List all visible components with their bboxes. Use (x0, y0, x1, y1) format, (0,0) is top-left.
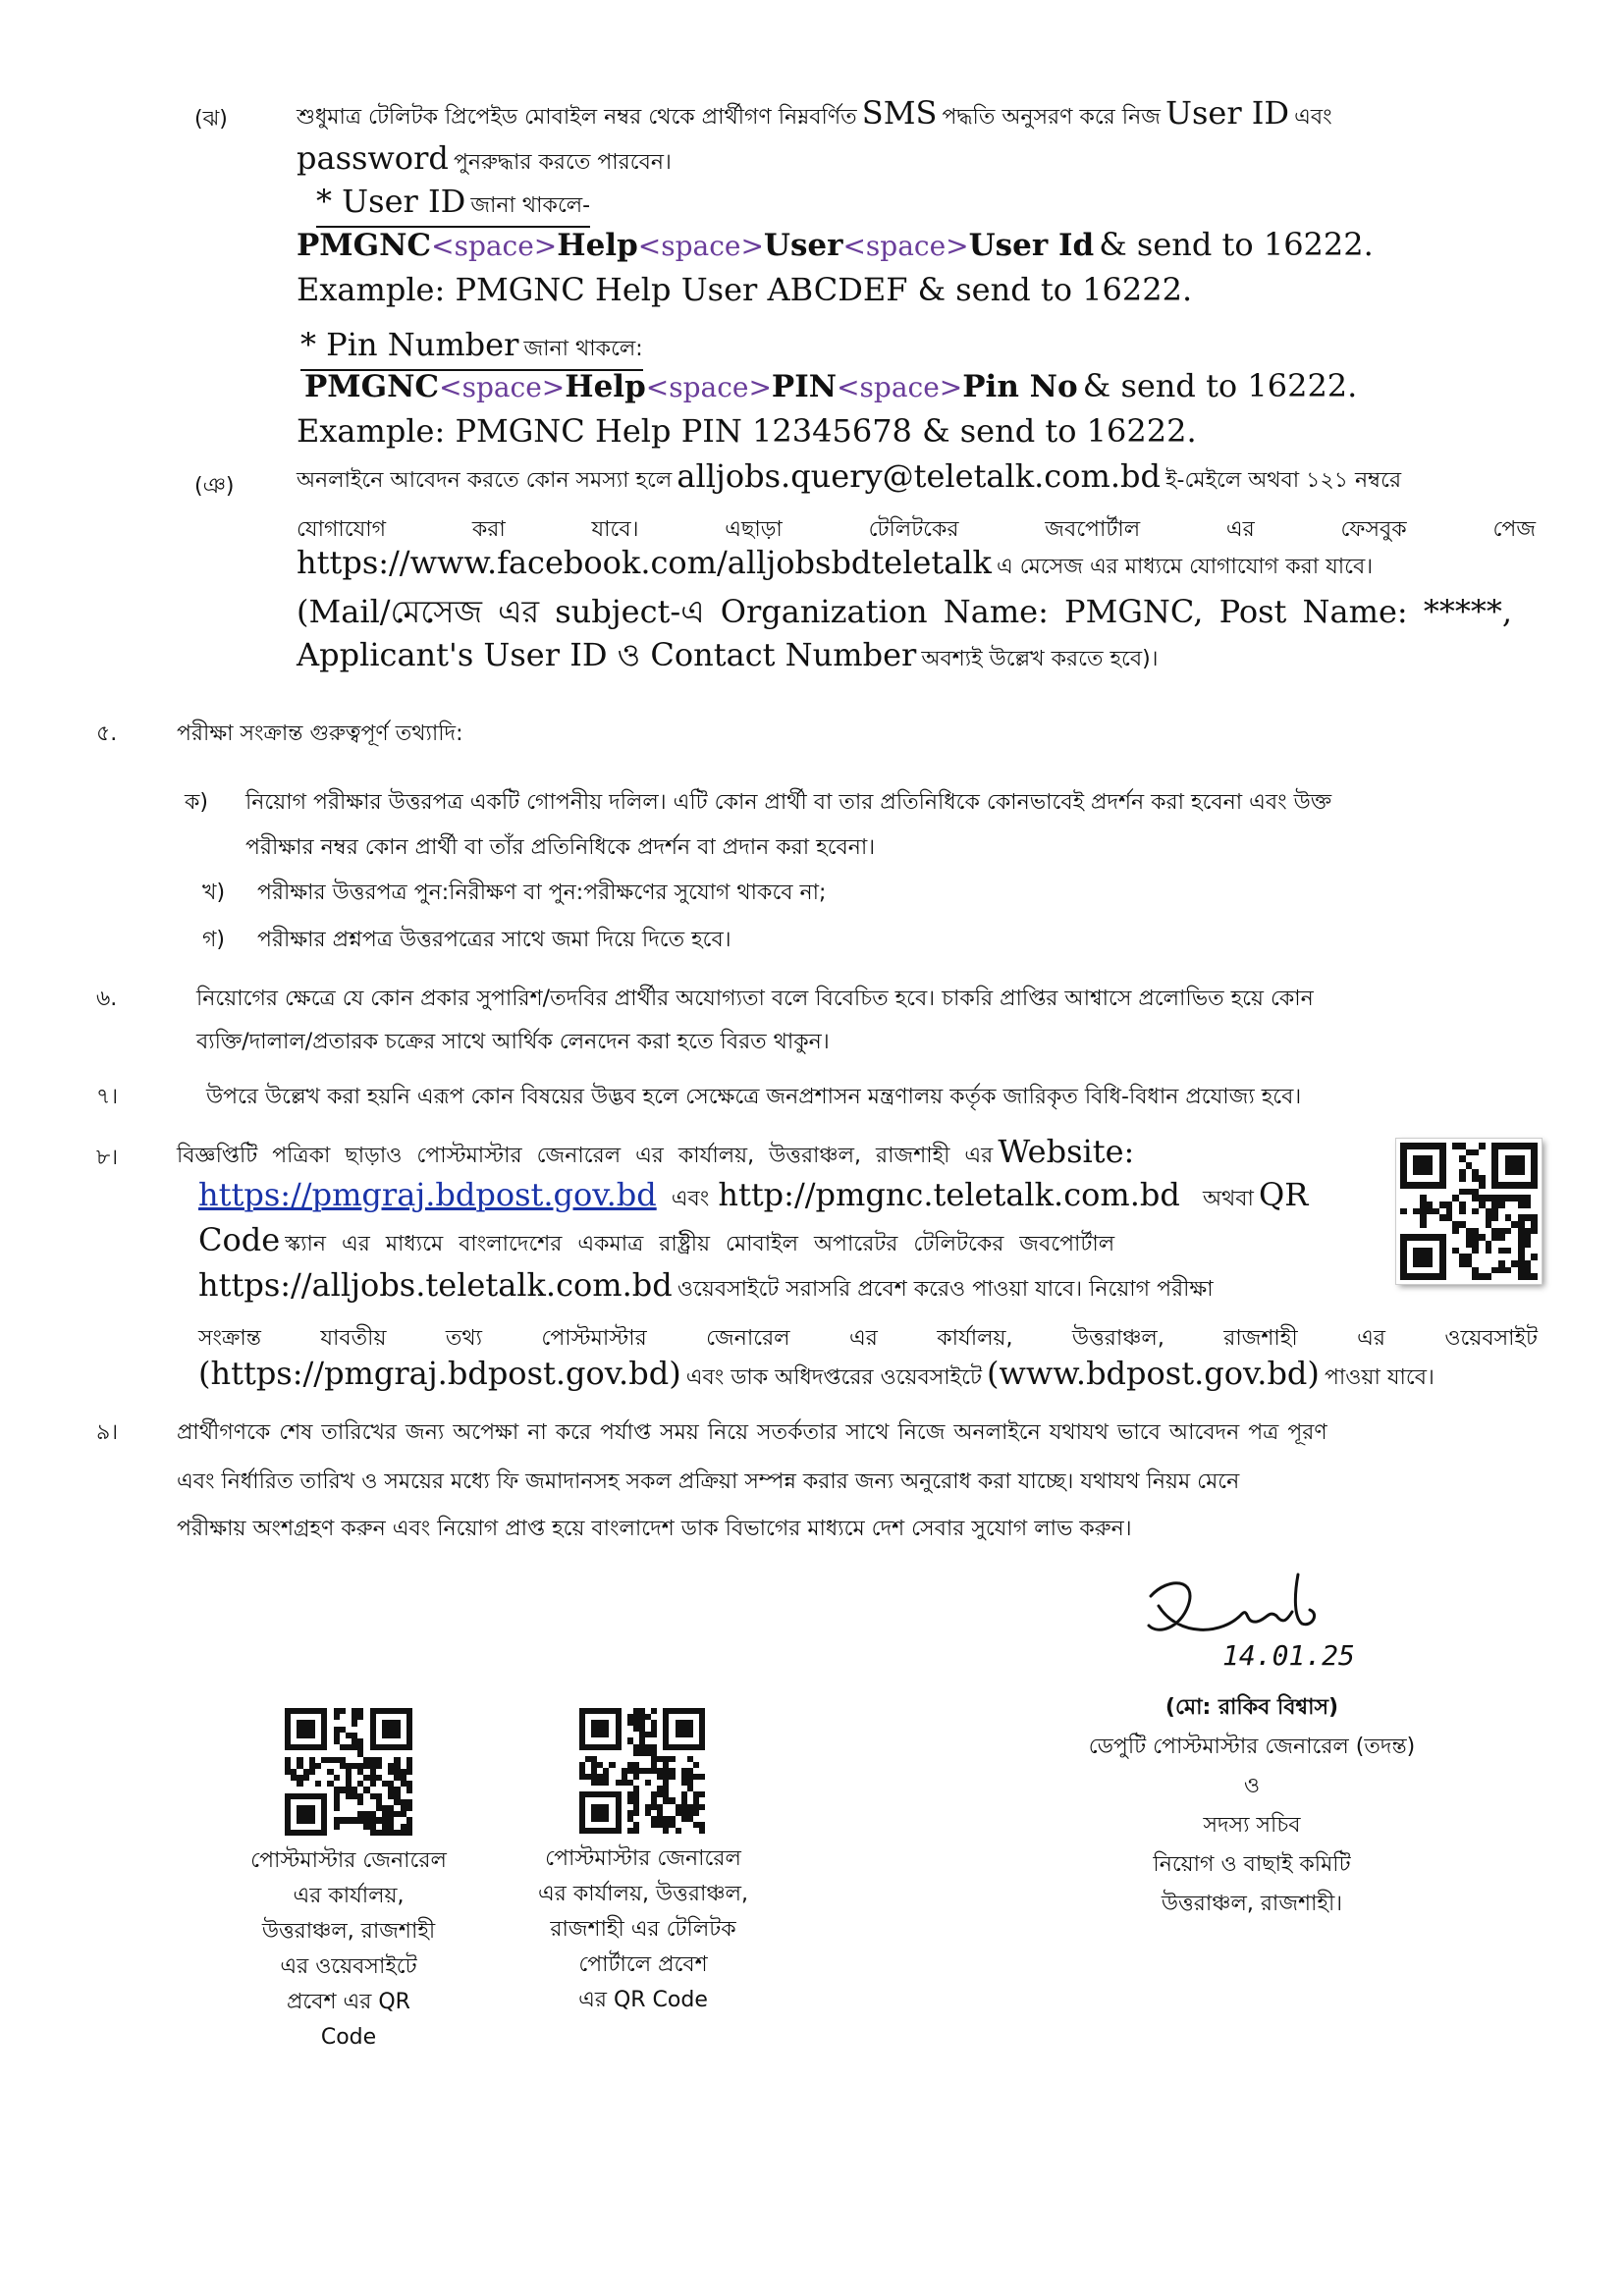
sms-command-user-id: PMGNC<space>Help<space>User<space>User Id & send to 16222. (297, 226, 1374, 263)
qr-left-caption-line: এর ওয়েবসাইটে (280, 1954, 417, 1979)
jha-line-2: password পুনরুদ্ধার করতে পারবেন। (297, 139, 672, 177)
item-ga-label: গ) (202, 928, 226, 952)
handwritten-signature (1129, 1567, 1384, 1675)
signatory-name: (মো: রাকিব বিশ্বাস) (1164, 1695, 1339, 1720)
nya-line-2-word: যাবে। (591, 517, 639, 542)
nya-line-2-word: করা (471, 517, 506, 542)
item-ka-line-1: নিয়োগ পরীক্ষার উত্তরপত্র একটি গোপনীয় দলিল। এটি কোন প্রার্থী বা তার প্রতিনিধিকে কোনভাবেই প্রদর্শন করা হবেনা এবং উক্ত (245, 790, 1332, 815)
section-6-line-1: নিয়োগের ক্ষেত্রে যে কোন প্রকার সুপারিশ/তদবির প্রার্থীর অযোগ্যতা বলে বিবেচিত হবে। চাকরি প্রাপ্তির আশ্বাসে প্রলোভিত হয়ে কোন (196, 987, 1314, 1011)
section-7-number: ৭। (96, 1085, 119, 1109)
section-8-line-4: https://alljobs.teletalk.com.bd ওয়েবসাইটে সরাসরি প্রবেশ করেও পাওয়া যাবে। নিয়োগ পরীক্ষা (198, 1266, 1214, 1304)
section-6-line-2: ব্যক্তি/দালাল/প্রতারক চক্রের সাথে আর্থিক লেনদেন করা হতে বিরত থাকুন। (196, 1030, 830, 1054)
nya-line-2-word: জবপোর্টাল (1045, 517, 1141, 542)
qr-left-caption-line: Code (320, 2025, 377, 2050)
nya-line-4: (Mail/মেসেজ এর subject-এ Organization Name: PMGNC, Post Name: *****, (297, 593, 1513, 630)
qr-left-caption-line: উত্তরাঞ্চল, রাজশাহী (261, 1919, 436, 1944)
section-8-line-5-word: রাজশাহী (1223, 1326, 1298, 1351)
nya-line-2-word: যোগাযোগ (297, 517, 387, 542)
qr-mid-caption-line: পোর্টালে প্রবেশ (578, 1952, 708, 1977)
section-nya-label: (ঞ) (194, 474, 235, 499)
section-8-line-5-word: সংক্রান্ত (198, 1326, 261, 1351)
nya-line-2-word: পেজ (1492, 517, 1536, 542)
signature-date: 14.01.25 (1222, 1639, 1355, 1672)
qr-left-caption-line: পোস্টমাস্টার জেনারেল (250, 1848, 447, 1873)
section-8-line-6: (https://pmgraj.bdpost.gov.bd) এবং ডাক অধিদপ্তরের ওয়েবসাইটে (www.bdpost.gov.bd) পাওয়া যাবে। (198, 1355, 1435, 1392)
nya-line-3: https://www.facebook.com/alljobsbdteletalk এ মেসেজ এর মাধ্যমে যোগাযোগ করা যাবে। (297, 544, 1374, 581)
pin-known-heading: * Pin Number জানা থাকলে: (300, 326, 643, 371)
qr-mid-caption (511, 1842, 776, 2018)
section-8-line-5-word: যাবতীয় (320, 1326, 387, 1351)
section-8-line-2: https://pmgraj.bdpost.gov.bd এবং http://pmgnc.teletalk.com.bd অথবা QR (198, 1176, 1309, 1213)
section-9-line-3: পরীক্ষায় অংশগ্রহণ করুন এবং নিয়োগ প্রাপ্ত হয়ে বাংলাদেশ ডাক বিভাগের মাধ্যমে দেশ সেবার সুযোগ লাভ করুন। (177, 1517, 1132, 1541)
sms-command-pin: PMGNC<space>Help<space>PIN<space>Pin No & send to 16222. (304, 367, 1358, 404)
userid-known-heading: * User ID জানা থাকলে- (316, 183, 590, 228)
qr-mid-caption-line: রাজশাহী এর টেলিটক (550, 1917, 736, 1942)
section-7-text: উপরে উল্লেখ করা হয়নি এরূপ কোন বিষয়ের উদ্ভব হলে সেক্ষেত্রে জনপ্রশাসন মন্ত্রণালয় কর্তৃক জারিকৃত বিধি-বিধান প্রযোজ্য হবে। (206, 1085, 1302, 1109)
section-9-line-2: এবং নির্ধারিত তারিখ ও সময়ের মধ্যে ফি জমাদানসহ সকল প্রক্রিয়া সম্পন্ন করার জন্য অনুরোধ করা যাচ্ছে। যথাযথ নিয়ম মেনে (177, 1469, 1240, 1494)
section-9-number: ৯। (96, 1420, 119, 1445)
jha-line-1: শুধুমাত্র টেলিটক প্রিপেইড মোবাইল নম্বর থেকে প্রার্থীগণ নিম্নবর্ণিত SMS পদ্ধতি অনুসরণ করে নিজ User ID এবং (297, 94, 1332, 132)
qr-left-caption-line: প্রবেশ এর QR (287, 1990, 410, 2014)
committee-name: নিয়োগ ও বাছাই কমিটি (1153, 1852, 1351, 1877)
section-6-number: ৬. (96, 987, 118, 1011)
qr-code-pmg-teletalk[interactable] (579, 1708, 705, 1834)
section-8-line-5-word: তথ্য (445, 1326, 482, 1351)
section-8-line-5-word: কার্যালয়, (937, 1326, 1013, 1351)
nya-line-2-word: ফেসবুক (1340, 517, 1407, 542)
section-8-line-5-word: ওয়েবসাইট (1444, 1326, 1538, 1351)
qr-code-teletalk-portal[interactable] (1396, 1139, 1542, 1284)
example-user-id: Example: PMGNC Help User ABCDEF & send to 16222. (297, 271, 1193, 308)
section-8-line-5-word: জেনারেল (706, 1326, 790, 1351)
section-8-line-5-word: এর (849, 1326, 878, 1351)
section-8-line-5-word: উত্তরাঞ্চল, (1071, 1326, 1164, 1351)
nya-line-2-word: এর (1225, 517, 1255, 542)
item-kha-text: পরীক্ষার উত্তরপত্র পুন:নিরীক্ষণ বা পুন:পরীক্ষণের সুযোগ থাকবে না; (257, 881, 827, 905)
nya-line-1: অনলাইনে আবেদন করতে কোন সমস্যা হলে alljobs.query@teletalk.com.bd ই-মেইলে অথবা ১২১ নম্বরে (297, 457, 1402, 495)
signatory-and: ও (1243, 1774, 1261, 1798)
section-5-number: ৫. (96, 721, 118, 746)
signatory-details (1041, 1688, 1463, 1924)
section-jha-label: (ঝ) (194, 107, 228, 132)
nya-line-2-word: টেলিটকের (868, 517, 959, 542)
section-8-line-5-word: এর (1357, 1326, 1385, 1351)
pmgraj-link[interactable]: https://pmgraj.bdpost.gov.bd (198, 1176, 657, 1213)
section-8-number: ৮। (96, 1146, 119, 1170)
item-ka-label: ক) (185, 790, 208, 815)
section-8-line-5 (198, 1321, 1538, 1358)
committee-place: উত্তরাঞ্চল, রাজশাহী। (1161, 1892, 1343, 1916)
signatory-designation: ডেপুটি পোস্টমাস্টার জেনারেল (তদন্ত) (1088, 1735, 1416, 1759)
qr-mid-caption-line: এর কার্যালয়, উত্তরাঞ্চল, (538, 1882, 748, 1906)
qr-left-caption (226, 1843, 471, 2056)
section-5-title: পরীক্ষা সংক্রান্ত গুরুত্বপূর্ণ তথ্যাদি: (177, 721, 463, 746)
qr-mid-caption-line: এর QR Code (578, 1988, 708, 2012)
signatory-role: সদস্য সচিব (1203, 1813, 1301, 1838)
section-8-line-3: Code স্ক্যান এর মাধ্যমে বাংলাদেশের একমাত্র রাষ্ট্রীয় মোবাইল অপারেটর টেলিটকের জবপোর্টাল (198, 1221, 1115, 1258)
section-9-line-1: প্রার্থীগণকে শেষ তারিখের জন্য অপেক্ষা না করে পর্যাপ্ত সময় নিয়ে সতর্কতার সাথে নিজে অনলাইনে যথাযথ ভাবে আবেদন পত্র পূরণ (177, 1420, 1327, 1445)
section-8-line-5-word: পোস্টমাস্টার (541, 1326, 647, 1351)
item-ka-line-2: পরীক্ষার নম্বর কোন প্রার্থী বা তাঁর প্রতিনিধিকে প্রদর্শন বা প্রদান করা হবেনা। (245, 835, 876, 860)
nya-line-2-word: এছাড়া (725, 517, 783, 542)
qr-left-caption-line: এর কার্যালয়, (293, 1884, 405, 1908)
item-ga-text: পরীক্ষার প্রশ্নপত্র উত্তরপত্রের সাথে জমা দিয়ে দিতে হবে। (257, 928, 731, 952)
qr-mid-caption-line: পোস্টমাস্টার জেনারেল (545, 1846, 741, 1871)
item-kha-label: খ) (202, 881, 226, 905)
qr-code-pmg-website[interactable] (285, 1708, 412, 1836)
nya-line-5: Applicant's User ID ও Contact Number অবশ্যই উল্লেখ করতে হবে)। (297, 636, 1159, 673)
section-8-line-1: বিজ্ঞপ্তিটি পত্রিকা ছাড়াও পোস্টমাস্টার জেনারেল এর কার্যালয়, উত্তরাঞ্চল, রাজশাহী এর Website: (177, 1133, 1135, 1170)
example-pin: Example: PMGNC Help PIN 12345678 & send to 16222. (297, 412, 1197, 450)
